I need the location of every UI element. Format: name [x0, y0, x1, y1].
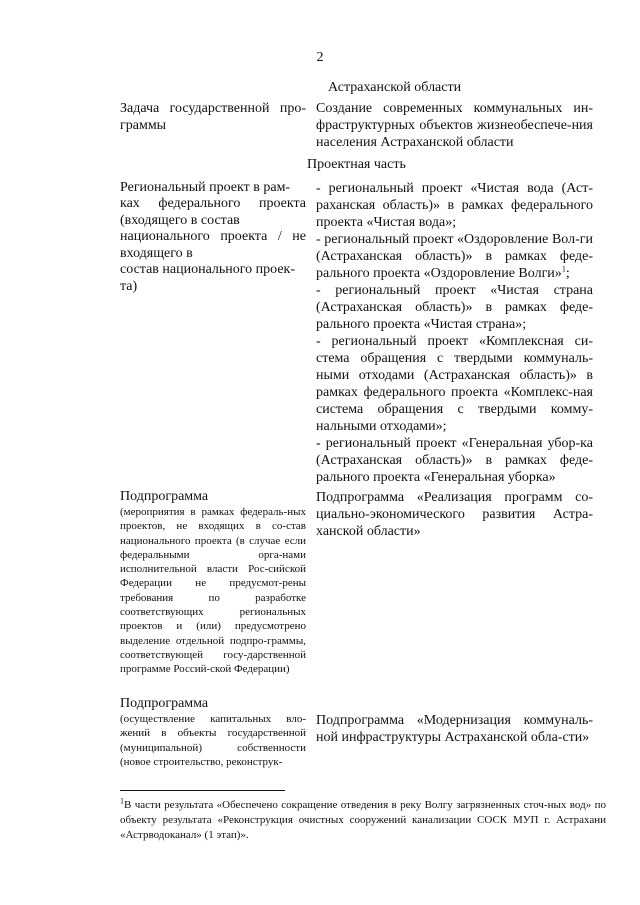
- regional-project-item: - региональный проект «Чистая вода (Аст-раханская область)» в рамках федерального проекта «Чистая вода»;: [316, 181, 593, 230]
- subprogram1-note: (мероприятия в рамках федераль-ных проектов, не входящих в со-став национального проекта (в случае если федеральными орга-нами исполнительной власти Рос-сийской Федерации не предусмот-рены требования по разработке соответствующих региональных проектов и (или) предусмотрено выделение отдельной подпро-граммы, соответствующей госу-дарственной программе Россий-ской Федерации): [120, 506, 306, 676]
- task-value: Создание современных коммунальных ин-фраструктурных объектов жизнеобеспече-ния населения Астраханской области: [316, 101, 593, 150]
- rp-label-line: (входящего в состав: [120, 213, 240, 228]
- rp-label-line: Региональный проект в рам-: [120, 180, 291, 195]
- footnote: [120, 798, 606, 843]
- regional-project-item-text: - региональный проект «Оздоровление Вол-ги (Астраханская область)» в рамках феде-рального проекта «Оздоровление Волги»: [316, 232, 593, 281]
- rp-label-line: национального проекта / не: [120, 229, 306, 244]
- rp-label-line: ках федерального проекта: [120, 196, 306, 211]
- subprogram2-value: Подпрограмма «Модернизация коммуналь-ной инфраструктуры Астраханской обла-сти»: [316, 713, 593, 745]
- subprogram1-value: Подпрограмма «Реализация программ со-циально-экономического развития Астра-ханской области»: [316, 490, 593, 539]
- regional-project-item: - региональный проект «Генеральная убор-ка (Астраханская область)» в рамках феде-рального проекта «Генеральная уборка»: [316, 436, 593, 485]
- regional-project-item: - региональный проект «Комплексная си-стема обращения с твердыми коммуналь-ными отходами (Астраханская область)» в рамках федерального проекта «Комплекс-ная система обращения с твердыми комму-нальными отходами»;: [316, 334, 593, 434]
- footnote-marker: 1: [120, 796, 124, 806]
- subprogram1-title: Подпрограмма: [120, 489, 209, 504]
- subprogram2-note: (осуществление капитальных вло-жений в объекты государственной (муниципальной) собственности (новое строительство, реконструк-: [120, 713, 306, 768]
- task-label: Задача государственной про-граммы: [120, 101, 306, 133]
- section-heading: Проектная часть: [307, 157, 406, 172]
- page-number: 2: [316, 50, 324, 65]
- item-suffix: ;: [565, 266, 570, 281]
- footnote-separator: [120, 790, 285, 791]
- regional-project-item: [316, 231, 593, 282]
- regional-project-item: - региональный проект «Чистая страна (Астраханская область)» в рамках феде-рального проекта «Чистая страна»;: [316, 283, 593, 332]
- rp-label-line: та): [120, 279, 138, 294]
- subprogram2-title: Подпрограмма: [120, 696, 209, 711]
- footnote-text: В части результата «Обеспечено сокращение отведения в реку Волгу загрязненных сточ-ных вод» по объекту результата «Реконструкция очистных сооружений канализации СОСК МУП г. Астрахани «Астрводоканал» (1 этап)».: [120, 799, 606, 841]
- rp-label-line: состав национального проек-: [120, 262, 296, 277]
- regional-projects-list: [316, 180, 593, 486]
- rp-label-line: входящего в: [120, 246, 193, 261]
- footnote-ref: 1: [561, 264, 566, 274]
- region-continuation: Астраханской области: [328, 80, 462, 95]
